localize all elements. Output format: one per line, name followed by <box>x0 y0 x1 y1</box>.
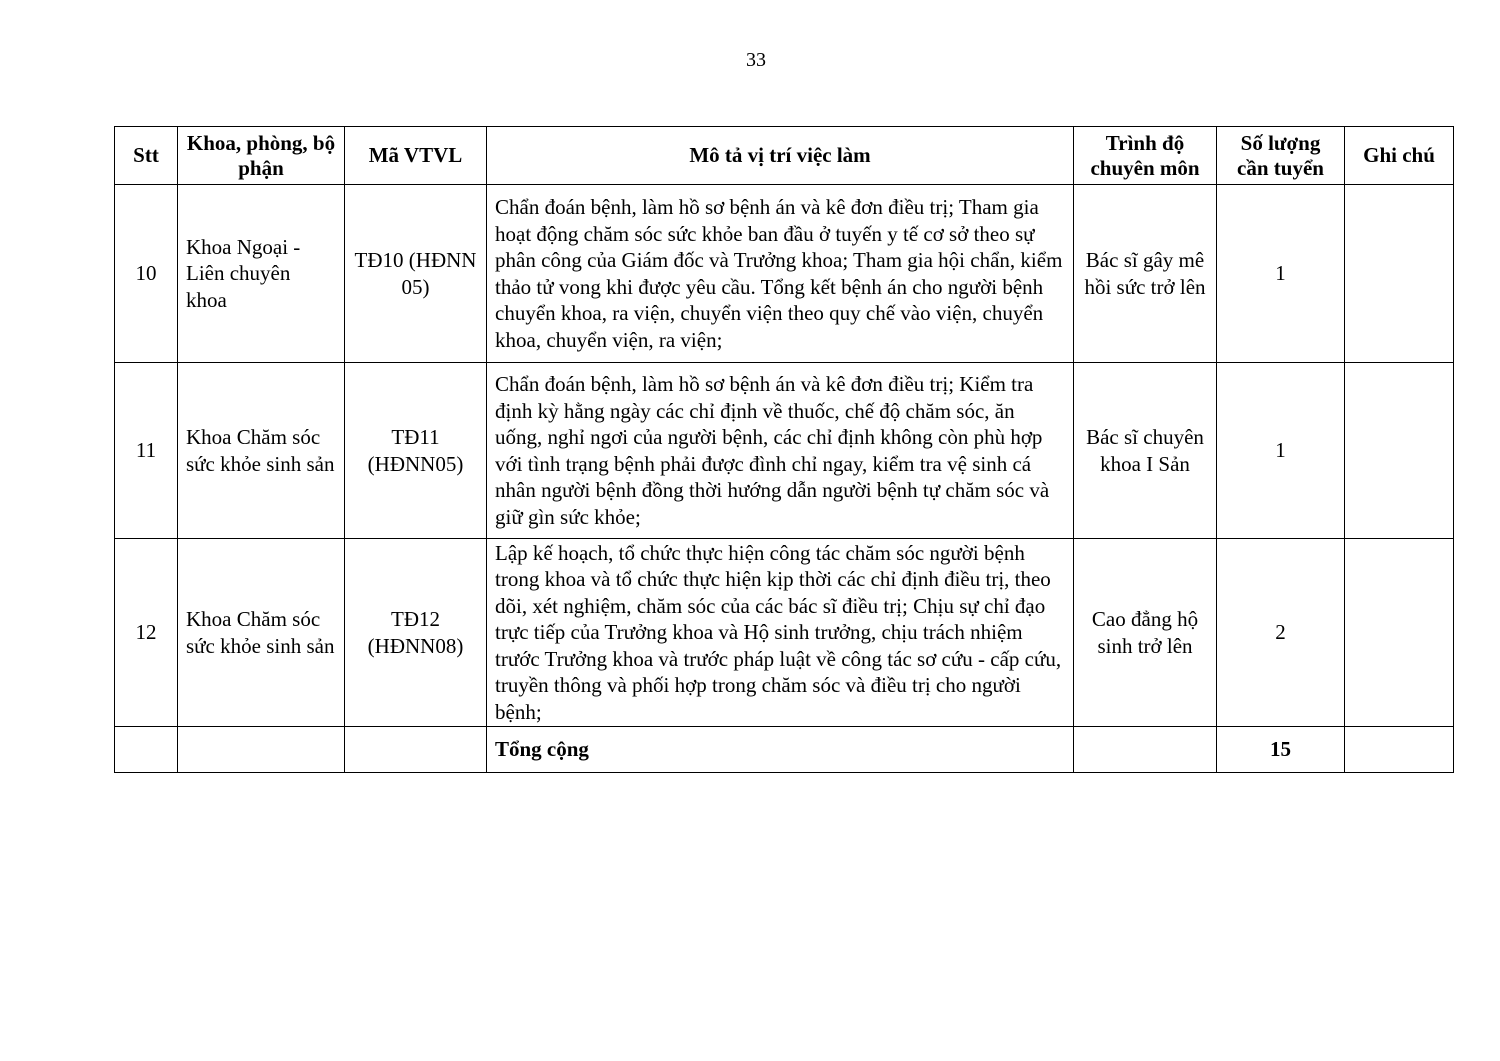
header-quantity: Số lượng cần tuyển <box>1217 127 1345 185</box>
cell-stt: 11 <box>115 363 178 539</box>
cell-note <box>1345 363 1454 539</box>
table-header-row <box>115 127 1454 185</box>
page-number: 33 <box>746 49 766 71</box>
cell-quantity: 1 <box>1217 185 1345 363</box>
cell-description: Chẩn đoán bệnh, làm hồ sơ bệnh án và kê đơn điều trị; Tham gia hoạt động chăm sóc sức khỏe ban đầu ở tuyến y tế cơ sở theo sự phân công của Giám đốc và Trưởng khoa; Tham gia hội chẩn, kiểm thảo tử vong khi được yêu cầu. Tổng kết bệnh án cho người bệnh chuyển khoa, ra viện, chuyển viện theo quy chế vào viện, chuyển khoa, chuyển viện, ra viện; <box>487 185 1074 363</box>
cell-qualification: Cao đẳng hộ sinh trở lên <box>1074 539 1217 727</box>
header-stt: Stt <box>115 127 178 185</box>
cell-note <box>1345 539 1454 727</box>
cell-description: Lập kế hoạch, tổ chức thực hiện công tác chăm sóc người bệnh trong khoa và tổ chức thực hiện kịp thời các chỉ định điều trị, theo dõi, xét nghiệm, chăm sóc của các bác sĩ điều trị; Chịu sự chỉ đạo trực tiếp của Trưởng khoa và Hộ sinh trưởng, chịu trách nhiệm trước Trưởng khoa và trước pháp luật về công tác sơ cứu - cấp cứu, truyền thông và phối hợp trong chăm sóc và điều trị cho người bệnh; <box>487 539 1074 727</box>
table-row <box>115 363 1454 539</box>
cell-quantity: 2 <box>1217 539 1345 727</box>
cell-stt: 10 <box>115 185 178 363</box>
header-description: Mô tả vị trí việc làm <box>487 127 1074 185</box>
total-quantity: 15 <box>1217 727 1345 773</box>
header-qualification: Trình độ chuyên môn <box>1074 127 1217 185</box>
cell-qualification: Bác sĩ chuyên khoa I Sản <box>1074 363 1217 539</box>
header-note: Ghi chú <box>1345 127 1454 185</box>
header-department: Khoa, phòng, bộ phận <box>178 127 345 185</box>
cell-code: TĐ11 (HĐNN05) <box>345 363 487 539</box>
cell-department: Khoa Chăm sóc sức khỏe sinh sản <box>178 363 345 539</box>
cell-empty <box>345 727 487 773</box>
cell-stt: 12 <box>115 539 178 727</box>
cell-note <box>1345 185 1454 363</box>
total-label: Tổng cộng <box>487 727 1074 773</box>
table-row <box>115 539 1454 727</box>
cell-empty <box>1345 727 1454 773</box>
cell-empty <box>178 727 345 773</box>
cell-qualification: Bác sĩ gây mê hồi sức trở lên <box>1074 185 1217 363</box>
cell-description: Chẩn đoán bệnh, làm hồ sơ bệnh án và kê đơn điều trị; Kiểm tra định kỳ hằng ngày các chỉ định về thuốc, chế độ chăm sóc, ăn uống, nghỉ ngơi của người bệnh, các chỉ định không còn phù hợp với tình trạng bệnh phải được đình chỉ ngay, kiểm tra vệ sinh cá nhân người bệnh đồng thời hướng dẫn người bệnh tự chăm sóc và giữ gìn sức khỏe; <box>487 363 1074 539</box>
cell-department: Khoa Chăm sóc sức khỏe sinh sản <box>178 539 345 727</box>
header-code: Mã VTVL <box>345 127 487 185</box>
cell-empty <box>115 727 178 773</box>
cell-code: TĐ10 (HĐNN 05) <box>345 185 487 363</box>
job-positions-table <box>114 126 1454 773</box>
total-row <box>115 727 1454 773</box>
cell-empty <box>1074 727 1217 773</box>
table-row <box>115 185 1454 363</box>
cell-quantity: 1 <box>1217 363 1345 539</box>
cell-department: Khoa Ngoại - Liên chuyên khoa <box>178 185 345 363</box>
cell-code: TĐ12 (HĐNN08) <box>345 539 487 727</box>
